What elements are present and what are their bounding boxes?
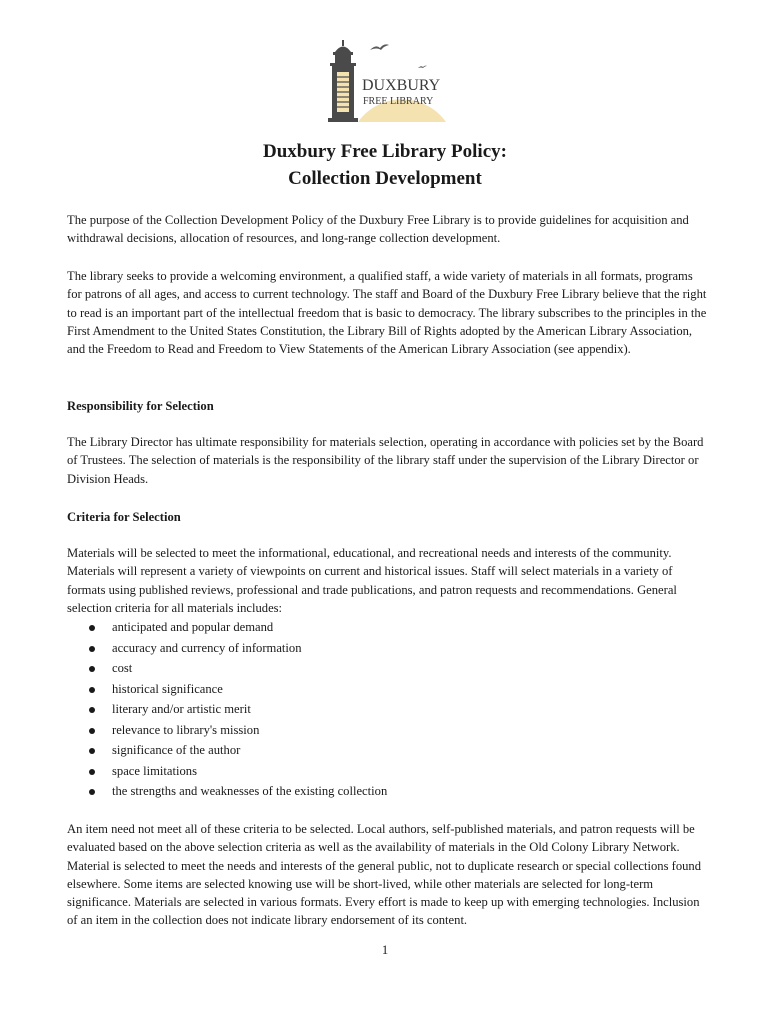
bullet-icon: [89, 769, 95, 775]
page-number: 1: [381, 943, 389, 957]
list-item: [86, 740, 387, 761]
criteria-closing-paragraph: An item need not meet all of these criteria to be selected. Local authors, self-published materials, and patron requests will be evaluated based on the above selection criteria as well as the availability of materials in the Old Colony Library Network. Material is selected to meet the needs and interests of the general public, not to duplicate research or special collections found elsewhere. Some items are selected knowing use will be short-lived, while other materials are selected for long-term significance. Materials are selected in various formats. Every effort is made to keep up with emerging technologies. Inclusion of an item in the collection does not indicate library endorsement of its content.: [67, 822, 702, 928]
list-item-text: relevance to library's mission: [112, 722, 260, 737]
document-title: Duxbury Free Library Policy:: [263, 141, 507, 162]
bullet-icon: [89, 707, 95, 713]
intro-paragraph-2: The library seeks to provide a welcoming environment, a qualified staff, a wide variety of materials in all formats, programs for patrons of all ages, and access to current technology. The staff and Board of the Duxbury Free Library believe that the right to read is an important part of the intellectual freedom that is basic to democracy. The library subscribes to the principles in the First Amendment to the United States Constitution, the Library Bill of Rights adopted by the American Library Association, and the Freedom to Read and Freedom to View Statements of the American Library Association (see appendix).: [67, 269, 707, 357]
list-item-text: space limitations: [112, 763, 197, 778]
list-item: [86, 699, 387, 720]
list-item: [86, 617, 387, 638]
bullet-icon: [89, 728, 95, 734]
bird-icon: [370, 44, 389, 50]
bullet-icon: [89, 646, 95, 652]
bullet-icon: [89, 625, 95, 631]
list-item-text: accuracy and currency of information: [112, 640, 302, 655]
list-item-text: cost: [112, 661, 133, 675]
list-item-text: significance of the author: [112, 743, 241, 757]
library-logo: [318, 36, 458, 122]
intro-paragraph-1: The purpose of the Collection Development Policy of the Duxbury Free Library is to provide guidelines for acquisition and withdrawal decisions, allocation of resources, and long-range collection development.: [67, 213, 689, 246]
bullet-icon: [89, 748, 95, 754]
criteria-paragraph: Materials will be selected to meet the informational, educational, and recreational needs and interests of the community. Materials will represent a variety of viewpoints on current and historical issues. Staff will select materials in a variety of formats using published reviews, professional and trade publications, and patron requests and recommendations. General selection criteria for all materials includes:: [67, 546, 677, 615]
list-item: [86, 761, 387, 782]
bullet-icon: [89, 666, 95, 672]
list-item: [86, 638, 387, 659]
logo-name: DUXBURY: [362, 77, 441, 94]
logo-subtitle: FREE LIBRARY: [363, 96, 434, 107]
responsibility-paragraph: The Library Director has ultimate responsibility for materials selection, operating in accordance with policies set by the Board of Trustees. The selection of materials is the responsibility of the library staff under the supervision of the Library Director or Division Heads.: [67, 435, 704, 486]
list-item: [86, 679, 387, 700]
list-item-text: the strengths and weaknesses of the existing collection: [112, 784, 388, 798]
bullet-icon: [89, 789, 95, 795]
criteria-list: [86, 617, 387, 802]
bullet-icon: [89, 687, 95, 693]
list-item-text: historical significance: [112, 681, 223, 696]
document-subtitle: Collection Development: [288, 168, 482, 189]
bird-small-icon: [418, 66, 427, 68]
responsibility-heading: Responsibility for Selection: [67, 399, 214, 413]
list-item-text: literary and/or artistic merit: [112, 702, 251, 716]
list-item-text: anticipated and popular demand: [112, 620, 274, 634]
list-item: [86, 720, 387, 741]
list-item: [86, 781, 387, 802]
criteria-heading: Criteria for Selection: [67, 510, 181, 524]
list-item: [86, 658, 387, 679]
